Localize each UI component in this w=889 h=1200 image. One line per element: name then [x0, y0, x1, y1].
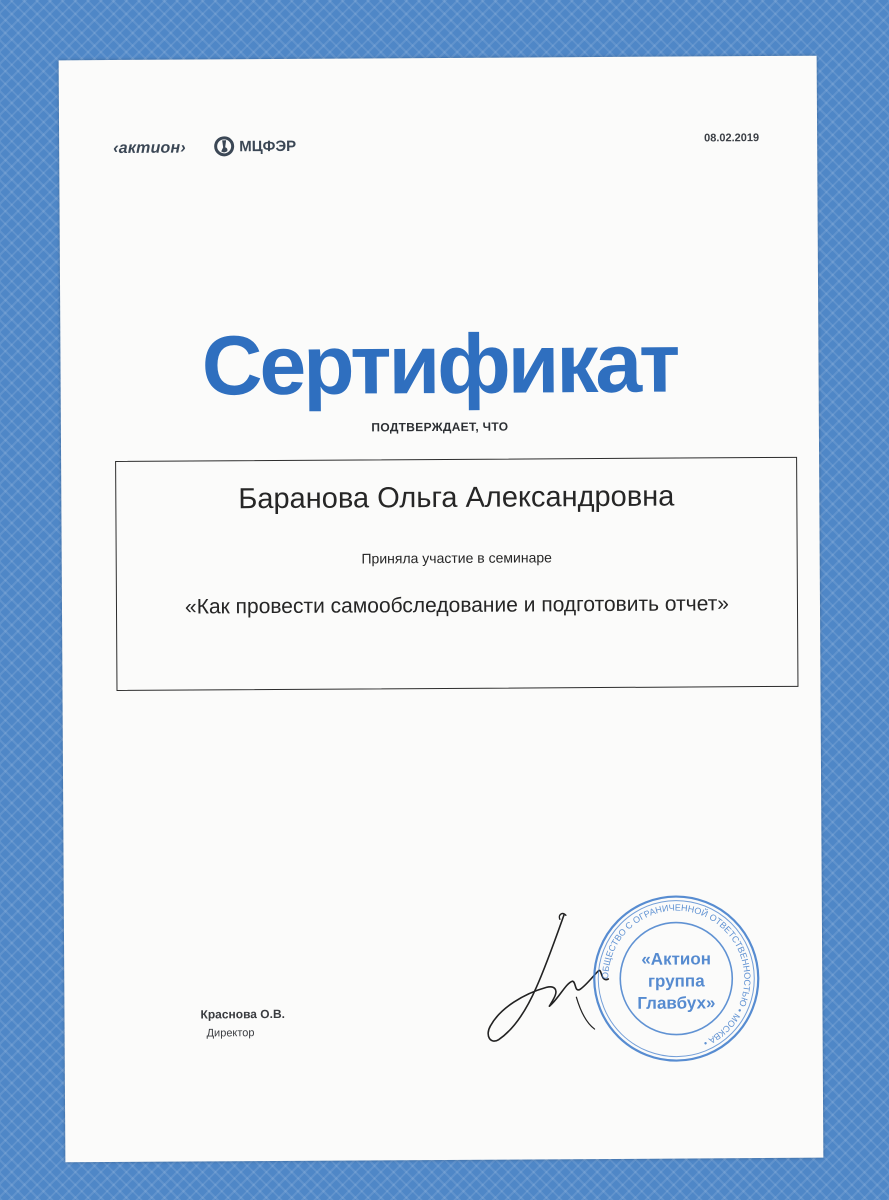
mcfer-logo-text: МЦФЭР — [239, 137, 297, 155]
recipient-box — [115, 457, 798, 691]
recipient-name: Баранова Ольга Александровна — [238, 480, 675, 516]
confirms-caption: ПОДТВЕРЖДАЕТ, ЧТО — [371, 419, 509, 435]
seal-line-1: «Актион — [641, 949, 712, 969]
issue-date: 08.02.2019 — [704, 132, 760, 145]
signer-name: Краснова О.В. — [200, 1006, 285, 1022]
seal-line-2: группа — [647, 971, 705, 991]
seminar-title: «Как провести самообследование и подготовить отчет» — [184, 592, 730, 619]
mcfer-logo — [213, 135, 296, 158]
participation-text: Приняла участие в семинаре — [361, 549, 552, 567]
signer-role: Директор — [206, 1027, 255, 1040]
aktion-logo: ‹актион› — [113, 139, 186, 157]
certificate-paper — [59, 56, 824, 1163]
mcfer-emblem-icon — [213, 135, 235, 157]
certificate-title: Сертификат — [201, 315, 678, 413]
seal-line-3: Главбух» — [637, 993, 716, 1013]
seal-ring-text: ОБЩЕСТВО С ОГРАНИЧЕННОЙ ОТВЕТСТВЕННОСТЬЮ • МОСКВА • — [600, 902, 753, 1049]
company-seal — [586, 888, 767, 1069]
